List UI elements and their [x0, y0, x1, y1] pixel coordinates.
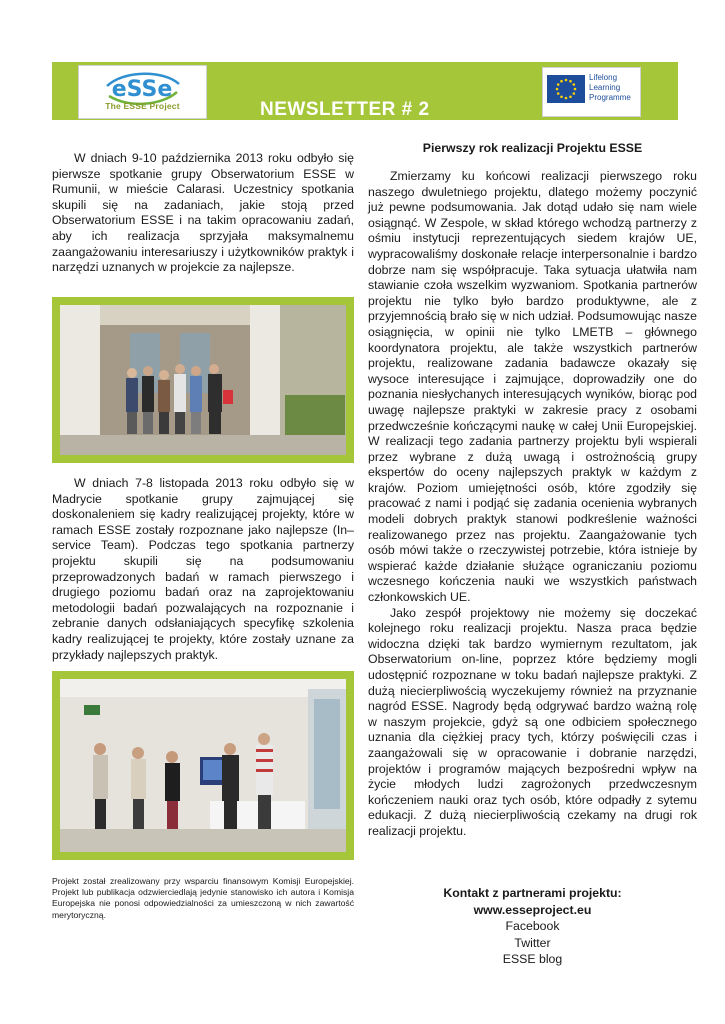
group-photo-indoor: [60, 679, 346, 852]
llp-text: [589, 73, 631, 103]
photo-madrid: [52, 671, 354, 860]
left-article-2: [52, 476, 354, 663]
llp-line: Lifelong: [589, 73, 618, 82]
blog-link[interactable]: ESSE blog: [502, 952, 563, 966]
paragraph: Zmierzamy ku końcowi realizacji pierwszego roku naszego dwuletniego projektu, dlatego możemy poczynić już pewne podsumowania. Jak dotąd udało się nam wiele osiągnąć. W Zespole, w skład którego wchodzą partnerzy z ośmiu instytucji reprezentujących siedem krajów UE, wypracowaliśmy doskonałe relacje interpersonalnie i bardzo dobrze nam się współpracuje. Taka sytuacja ułatwiła nam stawianie czoła wszelkim wyzwaniom. Spotkania partnerów projektu nie tylko było bardzo produktywne, ale z przyjemnością brało się w nich udział. Podsumowując nasze osiągnięcia, w opinii nie tylko LMETB – głównego koordynatora projektu, ale także wszystkich partnerów projektu, realizowane zadania badawcze okazały się wysoce interesujące i zajmujące, doprowadziły one do poznania niesłychanych interesujących wyników, biorąc pod uwagę najlepsze praktyki w zakresie pracy z osobami przedwcześnie kończącymi naukę w całej Unii Europejskiej. W realizacji tego zadania partnerzy projektu byli wspierali przez wybrane z dużą uwagą i ostrożnością grupy ekspertów do oceny najlepszych praktyk w każdym z krajów. Poziom umiejętności osób, które zgodziły się pracować z nami i podjąć się zadania ocenienia wybranych modeli dobrych praktyk stanowi podkreślenie ważności realizowanego przez nas projektu. Zaangażowanie tych osób mówi także o rzeczywistej potrzebie, która istnieje by wspierać każde działanie służące ograniczaniu poziomu wczesnego kończenia nauki we wszystkich państwach członkowskich UE.: [368, 169, 697, 605]
llp-line: Learning: [589, 83, 621, 92]
newsletter-title: NEWSLETTER # 2: [260, 99, 430, 120]
llp-line: Programme: [589, 93, 631, 102]
paragraph: W dniach 9-10 października 2013 roku odbyło się pierwsze spotkanie grupy Obserwatorium ESSE w Rumunii, w mieście Calarasi. Uczestnicy spotkania skupili się na zadaniach, jakie stoją przed Obserwatorium ESSE i na takim opracowaniu zadań, aby ich realizacja sprzyjała maksymalnemu zaangażowaniu interesariuszy i użytkowników praktyk i narzędzi uznanych w projekcie za najlepsze.: [52, 151, 354, 275]
right-article: [368, 169, 697, 840]
logo-caption: The ESSE Project: [105, 101, 180, 111]
website-link[interactable]: www.esseproject.eu: [473, 902, 592, 917]
eu-flag-icon: [547, 75, 585, 103]
article-heading: Pierwszy rok realizacji Projektu ESSE: [422, 141, 643, 155]
group-photo-outdoor: [60, 305, 346, 455]
twitter-link[interactable]: Twitter: [514, 935, 551, 950]
llp-logo: [542, 67, 641, 117]
facebook-link[interactable]: Facebook: [505, 919, 560, 933]
funding-disclaimer: Projekt został zrealizowany przy wsparciu finansowym Komisji Europejskiej. Projekt lub publikacja odzwierciedlają jedynie stanowisko ich autora i Komisja Europejska nie ponosi odpowiedzialności za umieszczoną w nich zawartość merytoryczną.: [52, 876, 354, 920]
logo-wordmark: eSSe: [111, 77, 173, 102]
contact-title: Kontakt z partnerami projektu:: [443, 886, 622, 900]
esse-logo: [78, 65, 207, 119]
left-article-1: [52, 151, 354, 276]
photo-calarasi: [52, 297, 354, 463]
header-banner: [52, 62, 678, 120]
paragraph: Jako zespół projektowy nie możemy się doczekać kolejnego roku realizacji projektu. Nasza praca będzie widoczna dzięki tak bardzo wymiernym rezultatom, jak Obserwatorium on-line, poprzez które będziemy mogli udostępnić rozpoznane w toku badań najlepsze praktyki. Z dużą niecierpliwością wyczekujemy również na przyznanie nagród ESSE. Nagrody będą odgrywać bardzo ważną rolę w naszym projekcie, gdyż są one odbiciem społecznego uznania dla ciężkiej pracy tych, którzy poświęcili czas i zaangażowali się w opracowanie i dobranie narzędzi, projektów i programów mających bezpośredni wpływ na życie młodych ludzi zagrożonych przedwczesnym kończeniem nauki oraz tych osób, które odpadły z sytemu edukacji. Z dużą niecierpliwością czekamy na drugi rok realizacji projektu.: [368, 605, 697, 838]
paragraph: W dniach 7-8 listopada 2013 roku odbyło się w Madrycie spotkanie grupy zajmującej się doskonaleniem się kadry realizującej projekty, które w ramach ESSE zostały rozpoznane jako najlepsze (In–service Team). Podczas tego spotkania partnerzy projektu skupili się na podsumowaniu przeprowadzonych badań w ramach pierwszego i drugiego poziomu badań oraz na zaprojektowaniu metodologii badań pozwalających na rozpoznanie i zebranie danych odsłaniających specyfikę szkolenia kadry realizującej te projekty, które zostały uznane za przykłady najlepszych praktyk.: [52, 476, 354, 662]
contact-block: [368, 885, 697, 968]
